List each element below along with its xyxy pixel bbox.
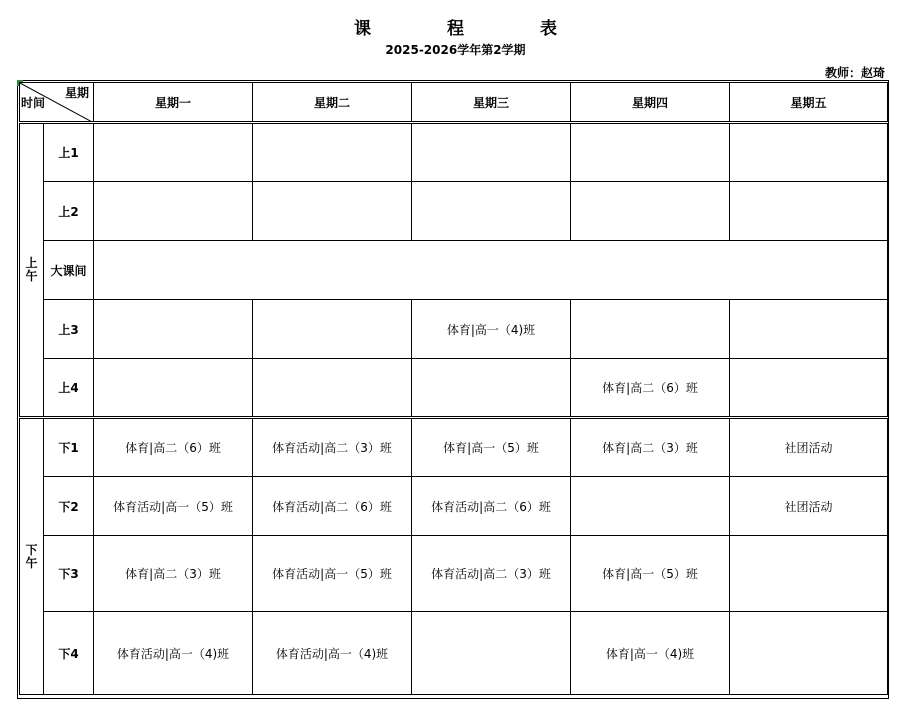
header-row [20, 83, 888, 123]
table-row [20, 359, 888, 418]
class-cell [730, 612, 888, 695]
class-cell [730, 536, 888, 612]
class-cell [94, 300, 253, 359]
class-cell: 体育活动|高二（3）班 [412, 536, 571, 612]
class-cell: 体育|高一（4)班 [571, 612, 730, 695]
class-cell: 体育活动|高一（5）班 [94, 477, 253, 536]
class-cell [571, 477, 730, 536]
table-row [20, 477, 888, 536]
class-cell: 体育活动|高二（6）班 [253, 477, 412, 536]
class-cell: 体育|高二（3）班 [571, 418, 730, 477]
table-row [20, 182, 888, 241]
class-cell: 体育|高二（3）班 [94, 536, 253, 612]
day-header-thu: 星期四 [571, 83, 730, 123]
table-row [20, 612, 888, 695]
class-cell: 体育|高一（5）班 [571, 536, 730, 612]
period-label: 大课间 [44, 241, 94, 300]
table-row [20, 536, 888, 612]
class-cell: 社团活动 [730, 418, 888, 477]
table-row [20, 123, 888, 182]
title-char-3: 表 [540, 19, 557, 39]
period-label: 下2 [44, 477, 94, 536]
class-cell [253, 182, 412, 241]
period-label: 下4 [44, 612, 94, 695]
break-cell [94, 241, 888, 300]
day-header-mon: 星期一 [94, 83, 253, 123]
period-label: 上2 [44, 182, 94, 241]
class-cell: 体育活动|高二（3）班 [253, 418, 412, 477]
class-cell: 体育活动|高一（4)班 [253, 612, 412, 695]
class-cell: 体育活动|高一（4)班 [94, 612, 253, 695]
table-row [20, 300, 888, 359]
class-cell [94, 182, 253, 241]
period-label: 上4 [44, 359, 94, 418]
class-cell [412, 612, 571, 695]
class-cell [571, 182, 730, 241]
class-cell [253, 123, 412, 182]
class-cell: 体育活动|高二（6）班 [412, 477, 571, 536]
class-cell: 体育|高一（4)班 [412, 300, 571, 359]
class-cell: 体育|高一（5）班 [412, 418, 571, 477]
title-char-1: 课 [354, 19, 371, 39]
class-cell [412, 123, 571, 182]
class-cell: 体育|高二（6）班 [94, 418, 253, 477]
class-cell: 社团活动 [730, 477, 888, 536]
class-cell: 体育活动|高一（5）班 [253, 536, 412, 612]
day-header-fri: 星期五 [730, 83, 888, 123]
title-char-2: 程 [447, 19, 464, 39]
period-label: 下1 [44, 418, 94, 477]
class-cell [412, 182, 571, 241]
header-corner-cell [20, 83, 94, 123]
table-row [20, 418, 888, 477]
semester-subtitle: 2025-2026学年第2学期 [385, 43, 526, 57]
class-cell [94, 359, 253, 418]
class-cell [730, 123, 888, 182]
class-cell [253, 300, 412, 359]
period-label: 下3 [44, 536, 94, 612]
day-header-tue: 星期二 [253, 83, 412, 123]
class-cell [730, 182, 888, 241]
class-cell [571, 123, 730, 182]
class-cell [94, 123, 253, 182]
class-cell [571, 300, 730, 359]
corner-label-day: 星期 [64, 86, 89, 100]
section-morning-label: 上 午 [25, 256, 38, 283]
period-label: 上1 [44, 123, 94, 182]
class-cell [730, 300, 888, 359]
period-label: 上3 [44, 300, 94, 359]
class-cell [412, 359, 571, 418]
corner-label-time: 时间 [21, 96, 46, 110]
day-header-wed: 星期三 [412, 83, 571, 123]
section-afternoon [20, 418, 44, 695]
class-cell [253, 359, 412, 418]
teacher-label: 教师：赵琦 [824, 66, 885, 80]
section-afternoon-label: 下 午 [25, 542, 38, 570]
page-title [0, 14, 911, 39]
table-row [20, 241, 888, 300]
class-cell [730, 359, 888, 418]
section-morning [20, 123, 44, 418]
class-cell: 体育|高二（6）班 [571, 359, 730, 418]
timetable [19, 82, 888, 695]
